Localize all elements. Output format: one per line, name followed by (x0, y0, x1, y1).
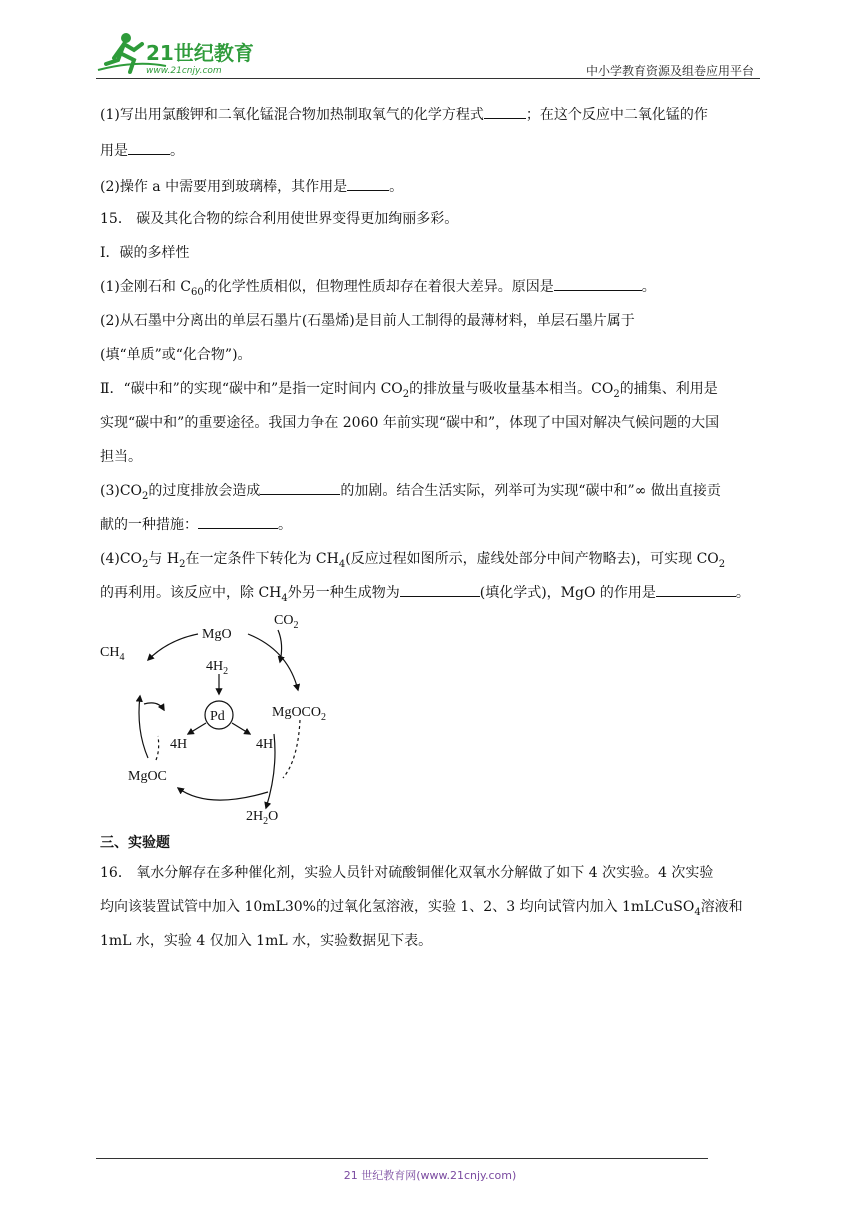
label-4h-left: 4H (170, 737, 188, 752)
label-2h2o: $2H_2O$ (246, 809, 279, 827)
q15-section-2-end: 担当。 (100, 449, 142, 465)
label-mgoc: MgOC (128, 769, 167, 784)
label-ch4: $CH_4$ (100, 645, 125, 663)
q15-section-2: Ⅱ．“碳中和”的实现“碳中和”是指一定时间内 $CO_2$的排放量与吸收量基本相当。$CO_2$的捕集、利用是 (100, 381, 718, 400)
q15-intro: 15． 碳及其化合物的综合利用使世界变得更加绚丽多彩。 (100, 211, 459, 227)
q15-section-2-cont: 实现“碳中和”的重要途径。我国力争在 2060 年前实现“碳中和”，体现了中国对解决气候问题的大国 (100, 415, 720, 431)
arc-dashed-right (283, 720, 300, 778)
q15-section-1: Ⅰ．碳的多样性 (100, 245, 190, 261)
answer-blank[interactable] (198, 514, 278, 529)
q15-p1: (1)金刚石和 $C_{60}$的化学性质相似，但物理性质却存在着很大差异。原因是 。 (100, 276, 656, 298)
q15-p2-cont: (填“单质”或“化合物”)。 (100, 347, 252, 363)
answer-blank[interactable] (260, 480, 340, 495)
q16-line-2: 均向该装置试管中加入 10mL30%的过氧化氢溶液，实验 1、2、3 均向试管内加入 1mLCuSO$_4$溶液和 (100, 899, 743, 918)
q15-p4: $(4)CO_2$与 $H_2$在一定条件下转化为 $CH_4$(反应过程如图所示，虚线处部分中间产物略去)，可实现 $CO_2$ (100, 551, 726, 570)
q15-p2: (2)从石墨中分离出的单层石墨片(石墨烯)是目前人工制得的最薄材料，单层石墨片属于 (100, 313, 635, 329)
platform-name: 中小学教育资源及组卷应用平台 (585, 64, 754, 78)
section-3-title: 三、实验题 (100, 835, 170, 851)
label-co2: $CO_2$ (274, 613, 299, 631)
q16-line-1: 16． 氧水分解存在多种催化剂，实验人员针对硫酸铜催化双氧水分解做了如下 4 次实验。4 次实验 (100, 865, 714, 881)
label-4h-right: 4H (256, 737, 274, 752)
label-pd: Pd (210, 709, 225, 724)
q14-p1: (1)写出用氯酸钾和二氧化锰混合物加热制取氧气的化学方程式 ；在这个反应中二氧化锰的作 (100, 104, 708, 124)
footer-text[interactable]: 21 世纪教育网(www.21cnjy.com) (343, 1169, 517, 1182)
arrow-pd-right (232, 723, 250, 734)
header-divider (96, 78, 760, 79)
answer-blank[interactable] (400, 582, 480, 597)
arrow-left-4h (144, 703, 164, 710)
arrow-pd-left (188, 723, 206, 734)
answer-blank[interactable] (128, 140, 170, 155)
footer-divider (96, 1158, 708, 1159)
page-header (96, 30, 758, 80)
q16-line-3: 1mL 水，实验 4 仅加入 1mL 水，实验数据见下表。 (100, 933, 433, 949)
answer-blank[interactable] (347, 176, 389, 191)
arc-dashed-left (156, 736, 159, 760)
logo (96, 30, 266, 76)
q14-p1-cont: 用是 。 (100, 140, 184, 160)
arc-bottom (178, 788, 268, 800)
label-4h2: $4H_2$ (206, 659, 229, 677)
answer-blank[interactable] (656, 582, 736, 597)
label-mgoco2: MgOCO$_2$ (272, 705, 327, 723)
q15-p3-cont: 献的一种措施： 。 (100, 514, 292, 534)
label-mgo: MgO (202, 627, 232, 642)
arc-mgo-to-mgoco2 (248, 634, 298, 690)
reaction-cycle-diagram (98, 610, 358, 830)
logo-url: www.21cnjy.com (146, 66, 222, 76)
q15-p4-cont: 的再利用。该反应中，除 $CH_4$外另一种生成物为 (填化学式)，MgO 的作用是 。 (100, 582, 750, 604)
arc-co2-in (278, 630, 282, 662)
answer-blank[interactable] (484, 104, 526, 119)
arc-left-up (139, 696, 148, 758)
q14-p2: (2)操作 a 中需要用到玻璃棒，其作用是 。 (100, 176, 403, 196)
q15-p3: $(3)CO_2$的过度排放会造成 的加剧。结合生活实际，列举可为实现“碳中和”∞ 做出直接贡 (100, 480, 721, 502)
logo-text: 21世纪教育 (146, 41, 254, 65)
arc-mgo-to-ch4 (148, 634, 198, 660)
answer-blank[interactable] (554, 276, 642, 291)
